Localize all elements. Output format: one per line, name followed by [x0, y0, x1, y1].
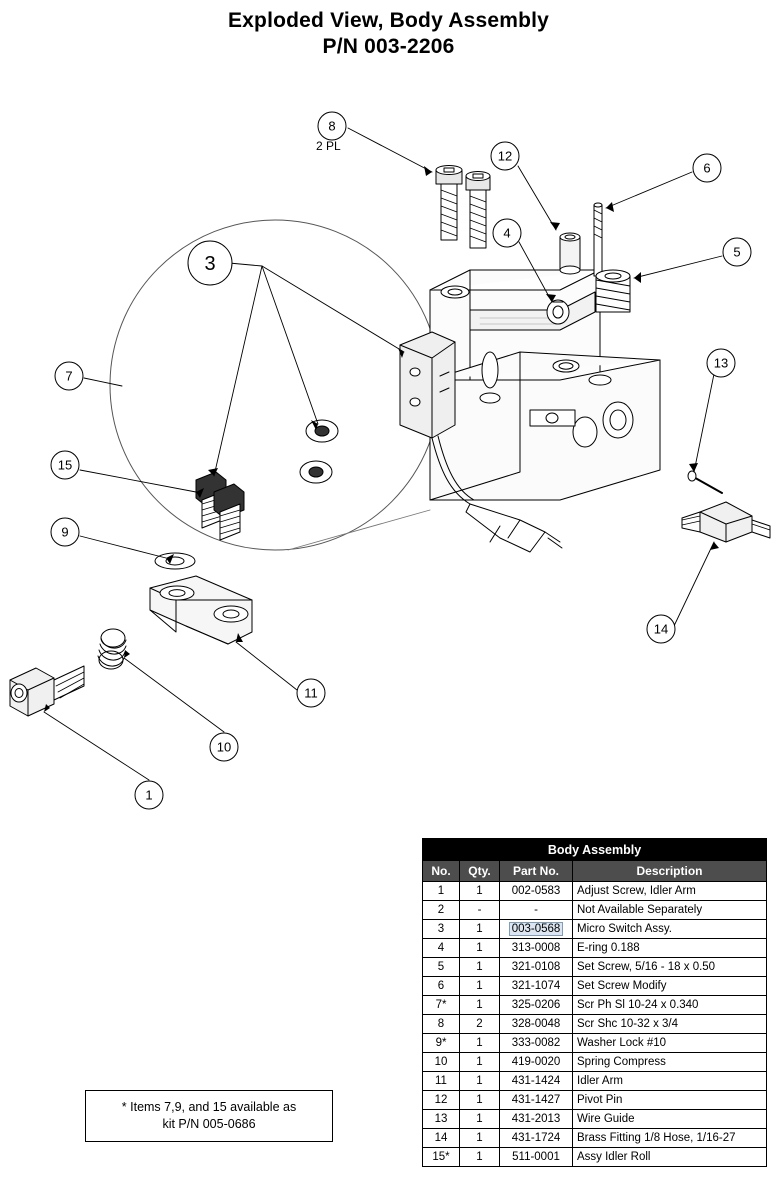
part-12-pivot-pin — [560, 233, 580, 274]
cell-qty: 1 — [460, 1072, 500, 1091]
detail-circle — [110, 220, 440, 550]
callout-bubble-4 — [493, 219, 521, 247]
table-row — [423, 939, 767, 958]
cell-part-no: - — [500, 901, 573, 920]
callout-label: 3 — [204, 253, 216, 275]
part-6-set-screw — [594, 203, 602, 276]
cell-description: Assy Idler Roll — [573, 1148, 767, 1167]
cell-part-no: 325-0206 — [500, 996, 573, 1015]
cell-part-no: 419-0020 — [500, 1053, 573, 1072]
part-5-set-screw — [596, 270, 630, 312]
callout-label: 1 — [145, 787, 153, 803]
cell-item-no: 13 — [423, 1110, 460, 1129]
footnote-line-2: kit P/N 005-0686 — [162, 1117, 256, 1131]
part-14-brass-fitting — [682, 502, 770, 542]
cell-part-no: 002-0583 — [500, 882, 573, 901]
table-row — [423, 1015, 767, 1034]
cell-qty: 1 — [460, 1053, 500, 1072]
callout-label: 6 — [703, 160, 711, 176]
callout-bubble-10 — [210, 733, 238, 761]
callout-bubble-9 — [51, 518, 79, 546]
part-8-screws — [436, 166, 490, 249]
cell-qty: 1 — [460, 1148, 500, 1167]
table-row — [423, 1053, 767, 1072]
cell-description: Scr Shc 10-32 x 3/4 — [573, 1015, 767, 1034]
cell-qty: 1 — [460, 920, 500, 939]
cell-description: Idler Arm — [573, 1072, 767, 1091]
cell-description: Washer Lock #10 — [573, 1034, 767, 1053]
cell-item-no: 3 — [423, 920, 460, 939]
parts-table-title: Body Assembly — [423, 839, 767, 861]
cell-item-no: 14 — [423, 1129, 460, 1148]
callout-bubble-8 — [316, 112, 346, 153]
cell-qty: 1 — [460, 882, 500, 901]
cell-part-no[interactable] — [500, 920, 573, 939]
cell-qty: 1 — [460, 1129, 500, 1148]
parts-table — [422, 838, 767, 1167]
column-header-description: Description — [573, 861, 767, 882]
callout-label: 15 — [57, 457, 73, 473]
callout-label: 4 — [503, 225, 511, 241]
cell-item-no: 10 — [423, 1053, 460, 1072]
table-row — [423, 1110, 767, 1129]
column-header-qty: Qty. — [460, 861, 500, 882]
cell-qty: 1 — [460, 958, 500, 977]
cell-item-no: 2 — [423, 901, 460, 920]
cell-description: E-ring 0.188 — [573, 939, 767, 958]
table-row — [423, 1034, 767, 1053]
callout-bubble-12 — [491, 142, 519, 170]
cell-item-no: 6 — [423, 977, 460, 996]
cell-part-no: 321-0108 — [500, 958, 573, 977]
cell-qty: 1 — [460, 939, 500, 958]
part-no-highlighted[interactable]: 003-0568 — [509, 922, 564, 936]
table-row — [423, 901, 767, 920]
cell-description: Wire Guide — [573, 1110, 767, 1129]
cell-description: Micro Switch Assy. — [573, 920, 767, 939]
cell-description: Scr Ph Sl 10-24 x 0.340 — [573, 996, 767, 1015]
cell-description: Spring Compress — [573, 1053, 767, 1072]
callout-bubble-11 — [297, 679, 325, 707]
cell-item-no: 1 — [423, 882, 460, 901]
cell-item-no: 12 — [423, 1091, 460, 1110]
exploded-view-drawing — [0, 80, 777, 820]
part-15-screws — [196, 472, 244, 540]
cell-part-no: 431-2013 — [500, 1110, 573, 1129]
cell-item-no: 9* — [423, 1034, 460, 1053]
table-row — [423, 1091, 767, 1110]
callout-sublabel: 2 PL — [316, 139, 341, 153]
cell-part-no: 511-0001 — [500, 1148, 573, 1167]
cell-description: Brass Fitting 1/8 Hose, 1/16-27 — [573, 1129, 767, 1148]
part-13-wire-guide — [688, 471, 722, 493]
callout-bubble-3 — [188, 241, 232, 285]
title-line-2: P/N 003-2206 — [322, 35, 455, 58]
exploded-view-svg — [0, 80, 777, 820]
cell-qty: - — [460, 901, 500, 920]
cell-part-no: 431-1724 — [500, 1129, 573, 1148]
part-10-spring — [98, 629, 126, 669]
part-idler-rolls — [300, 420, 338, 483]
cell-description: Set Screw Modify — [573, 977, 767, 996]
table-row — [423, 1148, 767, 1167]
kit-footnote — [85, 1090, 333, 1142]
callout-bubble-14 — [647, 615, 675, 643]
cell-item-no: 4 — [423, 939, 460, 958]
page-title — [0, 8, 777, 60]
part-4-ering — [547, 300, 569, 324]
callout-label: 9 — [61, 524, 69, 540]
cell-item-no: 7* — [423, 996, 460, 1015]
cell-qty: 1 — [460, 996, 500, 1015]
callout-label: 11 — [304, 685, 318, 701]
cell-item-no: 11 — [423, 1072, 460, 1091]
callout-bubble-1 — [135, 781, 163, 809]
cell-item-no: 15* — [423, 1148, 460, 1167]
table-row — [423, 977, 767, 996]
part-11-idler-arm — [150, 576, 252, 644]
cell-description: Set Screw, 5/16 - 18 x 0.50 — [573, 958, 767, 977]
title-line-1: Exploded View, Body Assembly — [227, 9, 550, 32]
callout-bubble-5 — [723, 238, 751, 266]
part-9-lock-washer — [155, 553, 195, 569]
callout-label: 5 — [733, 244, 741, 260]
column-header-part-no: Part No. — [500, 861, 573, 882]
table-row — [423, 996, 767, 1015]
cell-description: Pivot Pin — [573, 1091, 767, 1110]
table-row — [423, 920, 767, 939]
cell-item-no: 5 — [423, 958, 460, 977]
callout-label: 10 — [216, 739, 232, 755]
callout-label: 12 — [497, 148, 513, 164]
cell-item-no: 8 — [423, 1015, 460, 1034]
cell-description: Adjust Screw, Idler Arm — [573, 882, 767, 901]
table-row — [423, 1129, 767, 1148]
cell-qty: 2 — [460, 1015, 500, 1034]
footnote-line-1: * Items 7,9, and 15 available as — [121, 1100, 297, 1114]
callout-bubble-13 — [707, 349, 735, 377]
callout-label: 7 — [65, 368, 73, 384]
table-row — [423, 882, 767, 901]
callout-bubble-7 — [55, 362, 83, 390]
table-row — [423, 1072, 767, 1091]
callout-label: 8 — [328, 118, 336, 134]
cell-qty: 1 — [460, 1034, 500, 1053]
cell-part-no: 431-1427 — [500, 1091, 573, 1110]
cell-qty: 1 — [460, 1110, 500, 1129]
callout-label: 14 — [653, 621, 669, 637]
cell-part-no: 328-0048 — [500, 1015, 573, 1034]
column-header-no: No. — [423, 861, 460, 882]
callout-bubble-15 — [51, 451, 79, 479]
cell-qty: 1 — [460, 1091, 500, 1110]
cell-part-no: 333-0082 — [500, 1034, 573, 1053]
table-row — [423, 958, 767, 977]
callout-bubble-6 — [693, 154, 721, 182]
cell-part-no: 321-1074 — [500, 977, 573, 996]
cell-qty: 1 — [460, 977, 500, 996]
cell-part-no: 431-1424 — [500, 1072, 573, 1091]
cell-description: Not Available Separately — [573, 901, 767, 920]
parts-table-body — [423, 882, 767, 1167]
callout-label: 13 — [713, 355, 729, 371]
cell-part-no: 313-0008 — [500, 939, 573, 958]
